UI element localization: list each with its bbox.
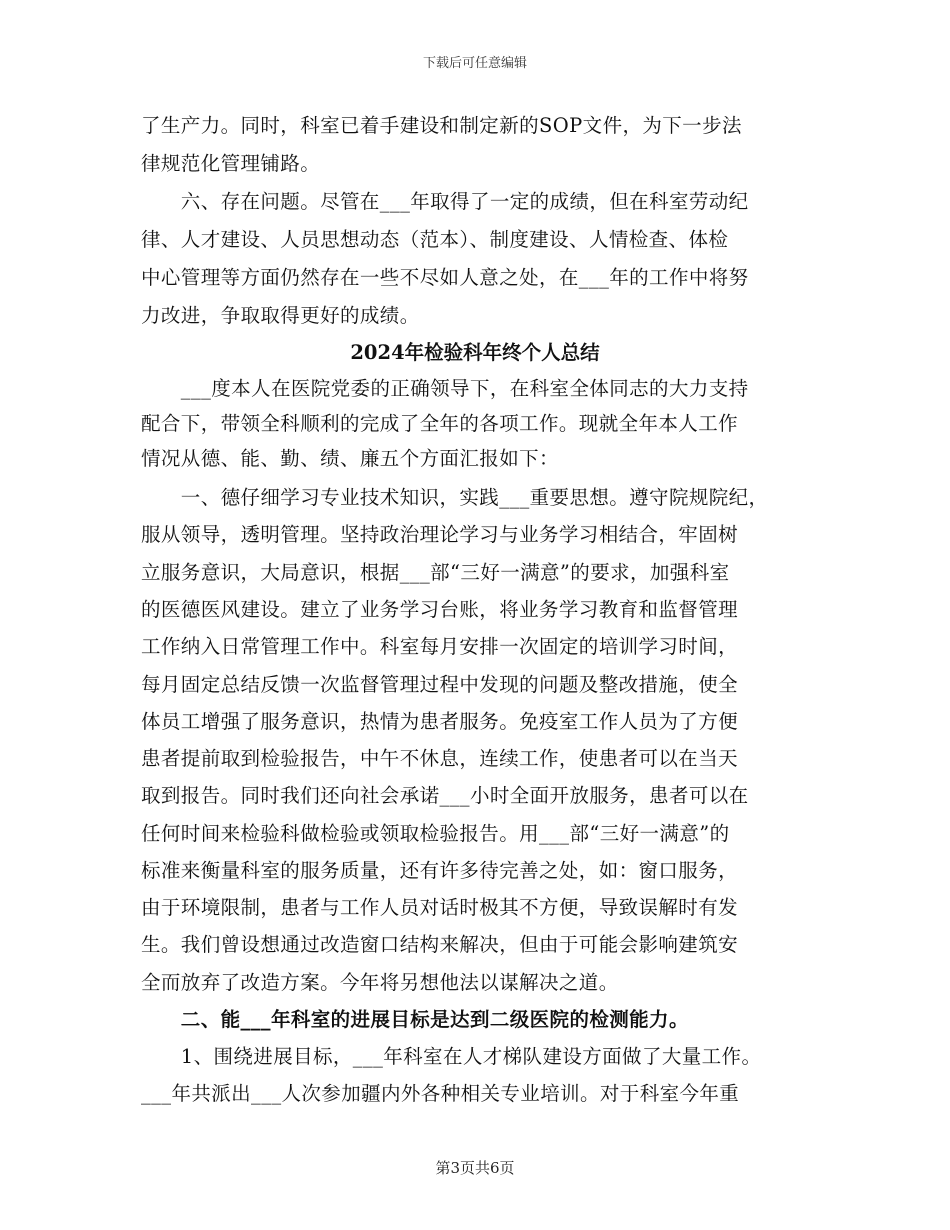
page-footer: 第3页共6页 — [435, 1159, 515, 1177]
document-title: 2024年检验科年终个人总结 — [350, 341, 600, 364]
line-6: 力改进，争取取得更好的成绩。 — [141, 304, 420, 327]
body-line-6: 立服务意识，大局意识，根据___部“三好一满意”的要求，加强科室 — [141, 561, 730, 584]
page-header: 下载后可任意编辑 — [422, 56, 527, 71]
line-2: 律规范化管理铺路。 — [141, 152, 321, 175]
body-line-15: 由于环境限制，患者与工作人员对话时极其不方便，导致误解时有发 — [141, 896, 739, 919]
body-line-2: 配合下，带领全科顺利的完成了全年的各项工作。现就全年本人工作 — [141, 412, 739, 435]
body-line-12: 取到报告。同时我们还向社会承诺___小时全面开放服务，患者可以在 — [141, 784, 749, 807]
body-line-16: 生。我们曾设想通过改造窗口结构来解决，但由于可能会影响建筑安 — [141, 933, 739, 956]
body-line-20: ___年共派出___人次参加疆内外各种相关专业培训。对于科室今年重 — [141, 1082, 740, 1105]
line-1: 了生产力。同时，科室已着手建设和制定新的SOP文件，为下一步法 — [141, 114, 742, 137]
body-line-8: 工作纳入日常管理工作中。科室每月安排一次固定的培训学习时间， — [141, 635, 739, 658]
body-line-1: ___度本人在医院党委的正确领导下，在科室全体同志的大力支持 — [141, 377, 749, 400]
body-line-7: 的医德医风建设。建立了业务学习台账，将业务学习教育和监督管理 — [141, 598, 739, 621]
line-3: 六、存在问题。尽管在___年取得了一定的成绩，但在科室劳动纪 — [141, 190, 749, 213]
body-line-14: 标准来衡量科室的服务质量，还有许多待完善之处，如：窗口服务， — [141, 859, 739, 882]
body-line-10: 体员工增强了服务意识，热情为患者服务。免疫室工作人员为了方便 — [141, 710, 739, 733]
body-line-5: 服从领导，透明管理。坚持政治理论学习与业务学习相结合，牢固树 — [141, 523, 739, 546]
body-line-4: 一、德仔细学习专业技术知识，实践___重要思想。遵守院规院纪， — [141, 486, 769, 509]
body-line-3: 情况从德、能、勤、绩、廉五个方面汇报如下： — [141, 447, 559, 470]
body-line-11: 患者提前取到检验报告，中午不休息，连续工作，使患者可以在当天 — [141, 747, 739, 770]
body-line-9: 每月固定总结反馈一次监督管理过程中发现的问题及整改措施，使全 — [141, 673, 739, 696]
body-line-19: 1、围绕进展目标，___年科室在人才梯队建设方面做了大量工作。 — [141, 1045, 762, 1068]
line-5: 中心管理等方面仍然存在一些不尽如人意之处，在___年的工作中将努 — [141, 266, 749, 289]
line-4: 律、人才建设、人员思想动态（范本）、制度建设、人情检查、体检 — [141, 228, 729, 251]
body-line-13: 任何时间来检验科做检验或领取检验报告。用___部“三好一满意”的 — [141, 822, 730, 845]
section-heading-ability: 二、能___年科室的进展目标是达到二级医院的检测能力。 — [141, 1008, 689, 1031]
body-line-17: 全而放弃了改造方案。今年将另想他法以谋解决之道。 — [141, 971, 619, 994]
